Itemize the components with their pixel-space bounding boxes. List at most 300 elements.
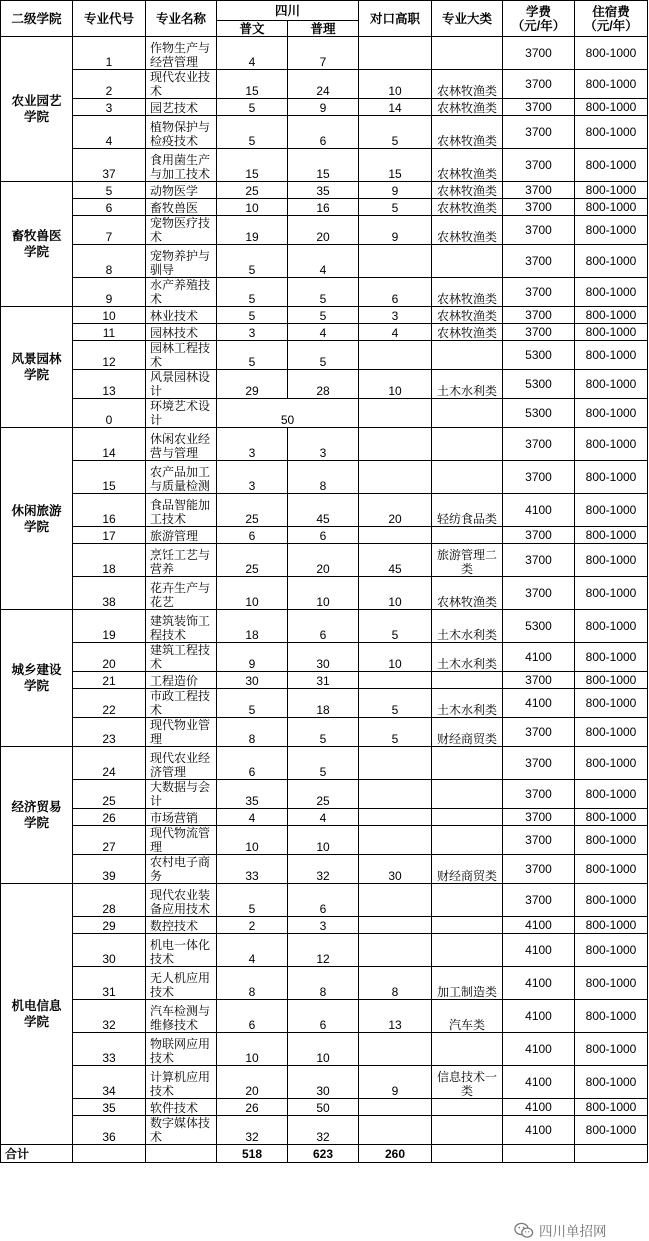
table-row [1, 461, 648, 494]
tuition-fee: 3700 [503, 826, 575, 855]
major-name: 食用菌生产与加工技术 [146, 149, 217, 182]
plan-duikou: 14 [359, 99, 432, 116]
major-category [432, 747, 503, 780]
major-name: 动物医学 [146, 182, 217, 199]
plan-putong-wen: 3 [217, 324, 288, 341]
major-code: 2 [73, 70, 146, 99]
tuition-fee: 3700 [503, 307, 575, 324]
table-row [1, 199, 648, 216]
tuition-fee: 5300 [503, 370, 575, 399]
plan-putong-li: 5 [288, 278, 359, 307]
plan-putong-li: 15 [288, 149, 359, 182]
major-name: 环境艺术设计 [146, 399, 217, 428]
major-code: 12 [73, 341, 146, 370]
plan-putong-wen: 5 [217, 245, 288, 278]
table-row [1, 967, 648, 1000]
major-category: 农林牧渔类 [432, 70, 503, 99]
plan-duikou: 8 [359, 967, 432, 1000]
plan-duikou [359, 1099, 432, 1116]
plan-putong-li: 32 [288, 855, 359, 884]
plan-duikou: 30 [359, 855, 432, 884]
plan-putong-wen: 4 [217, 37, 288, 70]
table-row [1, 747, 648, 780]
major-code: 20 [73, 643, 146, 672]
dorm-fee: 800-1000 [575, 1066, 648, 1099]
table-row [1, 718, 648, 747]
major-category [432, 341, 503, 370]
major-name: 现代物流管理 [146, 826, 217, 855]
dorm-fee: 800-1000 [575, 672, 648, 689]
plan-putong-li: 5 [288, 307, 359, 324]
major-category: 农林牧渔类 [432, 216, 503, 245]
plan-putong-li: 6 [288, 1000, 359, 1033]
major-name: 现代农业装备应用技术 [146, 884, 217, 917]
plan-putong-wen: 10 [217, 1033, 288, 1066]
dorm-fee: 800-1000 [575, 809, 648, 826]
dorm-fee: 800-1000 [575, 610, 648, 643]
plan-putong-wen: 5 [217, 307, 288, 324]
watermark [512, 1219, 611, 1241]
table-row [1, 544, 648, 577]
total-empty-name [146, 1145, 217, 1163]
dorm-fee: 800-1000 [575, 70, 648, 99]
dorm-fee: 800-1000 [575, 577, 648, 610]
tuition-fee: 4100 [503, 1116, 575, 1145]
dorm-fee: 800-1000 [575, 967, 648, 1000]
major-name: 园艺技术 [146, 99, 217, 116]
major-category [432, 461, 503, 494]
plan-putong-wen: 5 [217, 689, 288, 718]
dorm-fee: 800-1000 [575, 399, 648, 428]
tuition-fee: 3700 [503, 672, 575, 689]
tuition-fee: 3700 [503, 780, 575, 809]
dorm-fee: 800-1000 [575, 527, 648, 544]
dorm-fee: 800-1000 [575, 149, 648, 182]
school-name: 城乡建设学院 [1, 610, 73, 747]
major-name: 畜牧兽医 [146, 199, 217, 216]
plan-putong-li: 20 [288, 544, 359, 577]
table-row [1, 37, 648, 70]
tuition-fee: 3700 [503, 884, 575, 917]
major-name: 林业技术 [146, 307, 217, 324]
major-code: 36 [73, 1116, 146, 1145]
major-code: 35 [73, 1099, 146, 1116]
school-name: 经济贸易学院 [1, 747, 73, 884]
table-row [1, 934, 648, 967]
plan-putong-li: 6 [288, 884, 359, 917]
major-category [432, 245, 503, 278]
major-code: 14 [73, 428, 146, 461]
table-row [1, 149, 648, 182]
plan-putong-li: 3 [288, 428, 359, 461]
dorm-fee: 800-1000 [575, 494, 648, 527]
dorm-fee: 800-1000 [575, 689, 648, 718]
header-sichuan: 四川 [217, 1, 359, 21]
dorm-fee: 800-1000 [575, 341, 648, 370]
plan-putong-li: 20 [288, 216, 359, 245]
tuition-fee: 3700 [503, 37, 575, 70]
header-putong-wen: 普文 [217, 21, 288, 37]
major-name: 宠物养护与驯导 [146, 245, 217, 278]
plan-putong-li: 18 [288, 689, 359, 718]
major-name: 数字媒体技术 [146, 1116, 217, 1145]
major-code: 37 [73, 149, 146, 182]
table-row [1, 341, 648, 370]
major-category: 信息技术一类 [432, 1066, 503, 1099]
table-row [1, 245, 648, 278]
major-category: 土木水利类 [432, 370, 503, 399]
major-code: 10 [73, 307, 146, 324]
major-code: 28 [73, 884, 146, 917]
dorm-fee: 800-1000 [575, 780, 648, 809]
plan-putong-wen: 8 [217, 967, 288, 1000]
major-category: 农林牧渔类 [432, 182, 503, 199]
major-code: 26 [73, 809, 146, 826]
tuition-fee: 3700 [503, 855, 575, 884]
major-category [432, 884, 503, 917]
major-code: 30 [73, 934, 146, 967]
table-row [1, 1099, 648, 1116]
table-row [1, 826, 648, 855]
plan-putong-li: 30 [288, 1066, 359, 1099]
major-category: 农林牧渔类 [432, 278, 503, 307]
major-code: 39 [73, 855, 146, 884]
total-li: 623 [288, 1145, 359, 1163]
dorm-fee: 800-1000 [575, 855, 648, 884]
table-row [1, 610, 648, 643]
header-category: 专业大类 [432, 1, 503, 37]
major-name: 风景园林设计 [146, 370, 217, 399]
plan-putong-li: 30 [288, 643, 359, 672]
major-name: 园林工程技术 [146, 341, 217, 370]
dorm-fee: 800-1000 [575, 116, 648, 149]
plan-duikou: 10 [359, 70, 432, 99]
major-name: 建筑装饰工程技术 [146, 610, 217, 643]
major-category [432, 428, 503, 461]
tuition-fee: 4100 [503, 967, 575, 1000]
major-category: 加工制造类 [432, 967, 503, 1000]
table-row [1, 855, 648, 884]
plan-putong-li: 5 [288, 718, 359, 747]
plan-duikou: 4 [359, 324, 432, 341]
major-name: 机电一体化技术 [146, 934, 217, 967]
plan-duikou [359, 780, 432, 809]
major-category: 土木水利类 [432, 643, 503, 672]
dorm-fee: 800-1000 [575, 934, 648, 967]
plan-duikou [359, 1033, 432, 1066]
major-name: 水产养殖技术 [146, 278, 217, 307]
major-code: 4 [73, 116, 146, 149]
plan-putong-li: 28 [288, 370, 359, 399]
total-row [1, 1145, 648, 1163]
dorm-fee: 800-1000 [575, 747, 648, 780]
tuition-fee: 3700 [503, 577, 575, 610]
dorm-fee: 800-1000 [575, 370, 648, 399]
major-name: 休闲农业经营与管理 [146, 428, 217, 461]
tuition-fee: 4100 [503, 494, 575, 527]
table-row [1, 324, 648, 341]
major-code: 19 [73, 610, 146, 643]
table-row [1, 780, 648, 809]
table-row [1, 70, 648, 99]
major-name: 农产品加工与质量检测 [146, 461, 217, 494]
table-body [1, 37, 648, 1145]
table-row [1, 643, 648, 672]
table-row [1, 527, 648, 544]
major-category: 农林牧渔类 [432, 199, 503, 216]
plan-duikou: 15 [359, 149, 432, 182]
school-name: 休闲旅游学院 [1, 428, 73, 610]
major-code: 7 [73, 216, 146, 245]
plan-duikou [359, 1116, 432, 1145]
dorm-fee: 800-1000 [575, 1000, 648, 1033]
table-row [1, 399, 648, 428]
major-name: 宠物医疗技术 [146, 216, 217, 245]
plan-putong-wen: 33 [217, 855, 288, 884]
table-row [1, 494, 648, 527]
tuition-fee: 4100 [503, 1099, 575, 1116]
dorm-fee: 800-1000 [575, 324, 648, 341]
major-name: 作物生产与经营管理 [146, 37, 217, 70]
plan-duikou: 10 [359, 370, 432, 399]
plan-putong-wen: 6 [217, 527, 288, 544]
plan-duikou: 6 [359, 278, 432, 307]
plan-duikou [359, 917, 432, 934]
plan-putong-wen: 10 [217, 577, 288, 610]
major-category: 农林牧渔类 [432, 99, 503, 116]
plan-putong-wen: 19 [217, 216, 288, 245]
tuition-fee: 3700 [503, 718, 575, 747]
tuition-fee: 3700 [503, 278, 575, 307]
tuition-fee: 5300 [503, 399, 575, 428]
table-row [1, 307, 648, 324]
plan-duikou [359, 747, 432, 780]
plan-duikou [359, 826, 432, 855]
major-name: 汽车检测与维修技术 [146, 1000, 217, 1033]
tuition-fee: 3700 [503, 182, 575, 199]
plan-putong-li: 10 [288, 1033, 359, 1066]
plan-putong-wen: 5 [217, 278, 288, 307]
table-row [1, 99, 648, 116]
tuition-fee: 5300 [503, 610, 575, 643]
major-code: 29 [73, 917, 146, 934]
major-code: 16 [73, 494, 146, 527]
plan-duikou: 9 [359, 1066, 432, 1099]
plan-putong-wen: 10 [217, 199, 288, 216]
plan-duikou [359, 245, 432, 278]
plan-putong-li: 5 [288, 747, 359, 780]
major-category [432, 934, 503, 967]
tuition-fee: 3700 [503, 149, 575, 182]
table-row [1, 278, 648, 307]
table-row [1, 884, 648, 917]
major-category [432, 809, 503, 826]
plan-putong-wen: 26 [217, 1099, 288, 1116]
plan-putong-li: 8 [288, 461, 359, 494]
plan-putong-li: 31 [288, 672, 359, 689]
tuition-fee: 3700 [503, 461, 575, 494]
dorm-fee: 800-1000 [575, 718, 648, 747]
major-name: 植物保护与检疫技术 [146, 116, 217, 149]
total-empty-tuition [503, 1145, 575, 1163]
major-category [432, 1116, 503, 1145]
major-category: 土木水利类 [432, 610, 503, 643]
plan-putong-wen: 20 [217, 1066, 288, 1099]
major-category: 旅游管理二类 [432, 544, 503, 577]
plan-putong-wen: 3 [217, 428, 288, 461]
plan-putong-li: 8 [288, 967, 359, 1000]
plan-putong-li: 7 [288, 37, 359, 70]
plan-putong-li: 4 [288, 324, 359, 341]
major-category: 农林牧渔类 [432, 577, 503, 610]
tuition-fee: 4100 [503, 1033, 575, 1066]
plan-duikou [359, 461, 432, 494]
dorm-fee: 800-1000 [575, 1099, 648, 1116]
major-name: 无人机应用技术 [146, 967, 217, 1000]
dorm-fee: 800-1000 [575, 917, 648, 934]
school-name: 畜牧兽医学院 [1, 182, 73, 307]
table-row [1, 182, 648, 199]
dorm-fee: 800-1000 [575, 278, 648, 307]
plan-putong-li: 4 [288, 809, 359, 826]
major-code: 32 [73, 1000, 146, 1033]
tuition-fee: 3700 [503, 544, 575, 577]
major-category: 农林牧渔类 [432, 149, 503, 182]
major-name: 计算机应用技术 [146, 1066, 217, 1099]
plan-duikou: 20 [359, 494, 432, 527]
plan-duikou: 9 [359, 216, 432, 245]
tuition-fee: 3700 [503, 809, 575, 826]
total-empty-code [73, 1145, 146, 1163]
major-name: 数控技术 [146, 917, 217, 934]
plan-putong-li: 50 [288, 1099, 359, 1116]
plan-putong-li: 16 [288, 199, 359, 216]
major-code: 3 [73, 99, 146, 116]
major-code: 1 [73, 37, 146, 70]
dorm-fee: 800-1000 [575, 428, 648, 461]
merged-plan-count: 50 [217, 399, 359, 428]
dorm-fee: 800-1000 [575, 884, 648, 917]
tuition-fee: 3700 [503, 324, 575, 341]
school-name: 农业园艺学院 [1, 37, 73, 182]
tuition-fee: 4100 [503, 917, 575, 934]
plan-duikou [359, 884, 432, 917]
major-code: 11 [73, 324, 146, 341]
major-category: 农林牧渔类 [432, 116, 503, 149]
major-code: 24 [73, 747, 146, 780]
major-category [432, 1099, 503, 1116]
plan-duikou [359, 934, 432, 967]
major-code: 38 [73, 577, 146, 610]
plan-putong-li: 10 [288, 577, 359, 610]
plan-putong-wen: 10 [217, 826, 288, 855]
plan-duikou: 9 [359, 182, 432, 199]
major-category: 农林牧渔类 [432, 307, 503, 324]
major-category [432, 780, 503, 809]
major-category: 农林牧渔类 [432, 324, 503, 341]
plan-duikou: 3 [359, 307, 432, 324]
table-row [1, 428, 648, 461]
major-category: 轻纺食品类 [432, 494, 503, 527]
major-code: 8 [73, 245, 146, 278]
tuition-fee: 4100 [503, 689, 575, 718]
tuition-fee: 4100 [503, 643, 575, 672]
major-code: 5 [73, 182, 146, 199]
plan-putong-li: 4 [288, 245, 359, 278]
major-code: 18 [73, 544, 146, 577]
plan-putong-wen: 25 [217, 182, 288, 199]
major-code: 33 [73, 1033, 146, 1066]
major-name: 现代农业经济管理 [146, 747, 217, 780]
table-row [1, 672, 648, 689]
major-category [432, 1033, 503, 1066]
header-school: 二级学院 [1, 1, 73, 37]
major-category [432, 399, 503, 428]
major-code: 21 [73, 672, 146, 689]
major-name: 市政工程技术 [146, 689, 217, 718]
table-row [1, 1066, 648, 1099]
plan-putong-wen: 8 [217, 718, 288, 747]
major-code: 27 [73, 826, 146, 855]
tuition-fee: 3700 [503, 70, 575, 99]
major-category: 财经商贸类 [432, 718, 503, 747]
plan-duikou [359, 37, 432, 70]
dorm-fee: 800-1000 [575, 182, 648, 199]
header-dorm-line2: （元/年） [584, 18, 638, 33]
school-name: 机电信息学院 [1, 884, 73, 1145]
major-category [432, 917, 503, 934]
header-tuition-line2: （元/年） [511, 18, 566, 33]
header-code: 专业代号 [73, 1, 146, 37]
major-code: 9 [73, 278, 146, 307]
plan-putong-li: 6 [288, 527, 359, 544]
plan-putong-wen: 15 [217, 149, 288, 182]
major-code: 34 [73, 1066, 146, 1099]
header-duikou: 对口高职 [359, 1, 432, 37]
total-wen: 518 [217, 1145, 288, 1163]
major-name: 食品智能加工技术 [146, 494, 217, 527]
major-name: 市场营销 [146, 809, 217, 826]
dorm-fee: 800-1000 [575, 1033, 648, 1066]
major-category: 土木水利类 [432, 689, 503, 718]
header-dorm-line1: 住宿费 [592, 4, 630, 19]
plan-putong-wen: 4 [217, 934, 288, 967]
header-tuition-line1: 学费 [525, 4, 551, 19]
plan-duikou: 5 [359, 718, 432, 747]
major-name: 工程造价 [146, 672, 217, 689]
tuition-fee: 4100 [503, 1000, 575, 1033]
major-name: 现代农业技术 [146, 70, 217, 99]
plan-putong-wen: 15 [217, 70, 288, 99]
dorm-fee: 800-1000 [575, 37, 648, 70]
major-code: 25 [73, 780, 146, 809]
major-name: 物联网应用技术 [146, 1033, 217, 1066]
major-name: 旅游管理 [146, 527, 217, 544]
dorm-fee: 800-1000 [575, 99, 648, 116]
plan-putong-li: 6 [288, 610, 359, 643]
dorm-fee: 800-1000 [575, 307, 648, 324]
plan-putong-wen: 25 [217, 494, 288, 527]
dorm-fee: 800-1000 [575, 199, 648, 216]
tuition-fee: 4100 [503, 1066, 575, 1099]
plan-putong-li: 10 [288, 826, 359, 855]
header-putong-li: 普理 [288, 21, 359, 37]
plan-duikou [359, 809, 432, 826]
plan-putong-wen: 5 [217, 99, 288, 116]
table-row [1, 116, 648, 149]
table-row [1, 689, 648, 718]
plan-duikou [359, 672, 432, 689]
